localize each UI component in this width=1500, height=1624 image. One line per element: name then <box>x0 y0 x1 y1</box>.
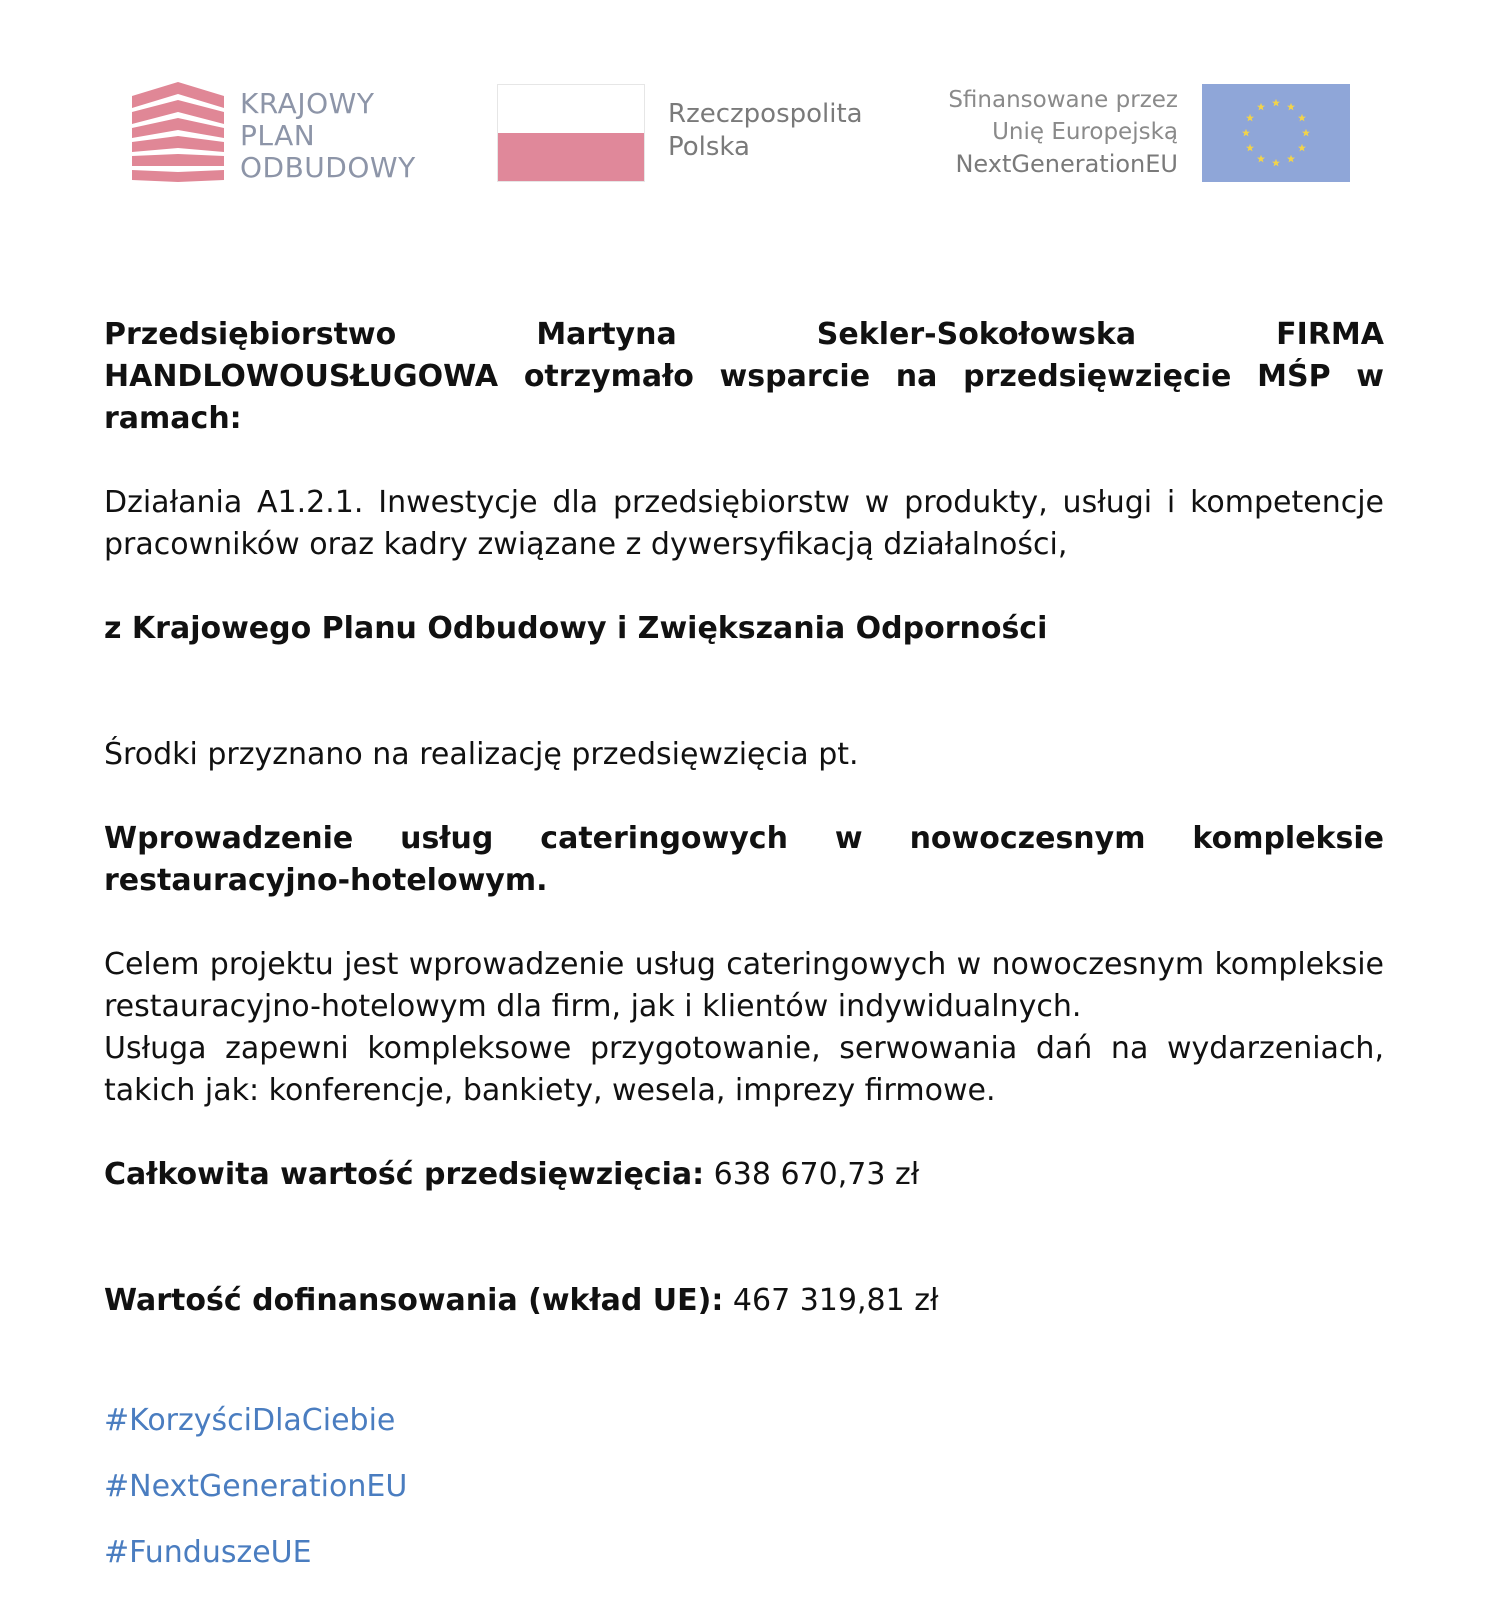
hashtag-list <box>104 1400 1384 1574</box>
funding-value-amount: 467 319,81 zł <box>732 1283 939 1318</box>
project-title: Wprowadzenie usług cateringowych w nowoczesnym kompleksie restauracyjno-hotelowym. <box>104 821 1384 898</box>
eu-flag-icon <box>1202 84 1350 182</box>
project-goal: Celem projektu jest wprowadzenie usług cateringowych w nowoczesnym kompleksie restauracyjno-hotelowym dla firm, jak i klientów indywidualnych. <box>104 947 1384 1024</box>
kpo-line-3: ODBUDOWY <box>240 151 416 184</box>
funding-value-line <box>104 1280 1384 1322</box>
project-description <box>104 944 1384 1112</box>
eu-line-1: Sfinansowane przez <box>948 87 1178 113</box>
rp-line-1: Rzeczpospolita <box>668 99 863 129</box>
total-value-label: Całkowita wartość przedsięwzięcia: <box>104 1157 705 1192</box>
hashtag-link-funduszeue[interactable]: #FunduszeUE <box>104 1535 312 1570</box>
poland-flag-icon <box>497 84 645 182</box>
plan-name: z Krajowego Planu Odbudowy i Zwiększania Odporności <box>104 611 1048 646</box>
eu-line-2: Unię Europejską <box>992 119 1178 145</box>
action-description: Działania A1.2.1. Inwestycje dla przedsiębiorstw w produkty, usługi i kompetencje pracowników oraz kadry związane z dywersyfikacją działalności, <box>104 485 1384 562</box>
logo-strip <box>0 0 1500 230</box>
kpo-line-2: PLAN <box>240 119 316 152</box>
intro-heading: Przedsiębiorstwo Martyna Sekler-Sokołowska FIRMA HANDLOWOUSŁUGOWA otrzymało wsparcie na przedsięwzięcie MŚP w ramach: <box>104 317 1384 436</box>
hashtag-link-nextgenerationeu[interactable]: #NextGenerationEU <box>104 1469 408 1504</box>
funds-intro: Środki przyznano na realizację przedsięwzięcia pt. <box>104 737 859 772</box>
total-value-amount: 638 670,73 zł <box>713 1157 920 1192</box>
hashtag-link-korzysci[interactable]: #KorzyściDlaCiebie <box>104 1403 396 1438</box>
rp-line-2: Polska <box>668 132 750 162</box>
announcement-body <box>104 314 1384 1598</box>
kpo-logo-text <box>240 88 416 184</box>
total-value-line <box>104 1154 1384 1196</box>
kpo-line-1: KRAJOWY <box>240 87 375 120</box>
eu-logo-text <box>948 84 1178 180</box>
eu-line-3: NextGenerationEU <box>955 150 1178 178</box>
rp-logo-text <box>668 98 863 164</box>
kpo-logo-icon <box>132 82 224 182</box>
funding-value-label: Wartość dofinansowania (wkład UE): <box>104 1283 724 1318</box>
project-service: Usługa zapewni kompleksowe przygotowanie, serwowania dań na wydarzeniach, takich jak: konferencje, bankiety, wesela, imprezy firmowe. <box>104 1031 1384 1108</box>
